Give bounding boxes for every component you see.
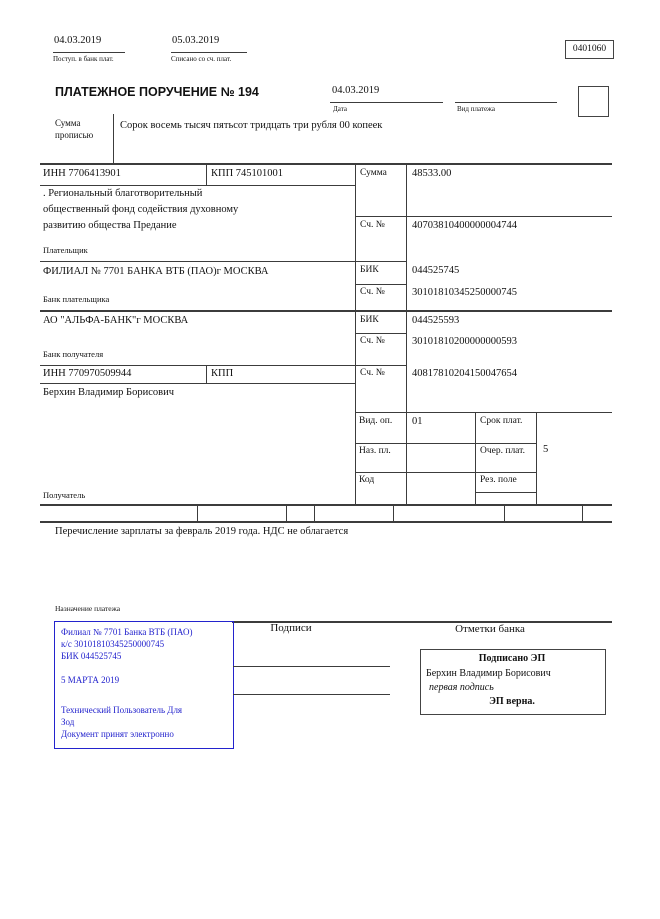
payer-name-line1: . Региональный благотворительный (43, 188, 203, 199)
payment-type-label: Вид платежа (457, 105, 496, 113)
divider-line (40, 365, 406, 366)
document-date: 04.03.2019 (332, 85, 380, 96)
divider-line (40, 185, 355, 186)
payer-bank-bik-label: БИК (360, 265, 379, 275)
divider-line (206, 365, 207, 383)
payee-bank-name: АО "АЛЬФА-БАНК"г МОСКВА (43, 315, 189, 326)
document-title: ПЛАТЕЖНОЕ ПОРУЧЕНИЕ № 194 (55, 85, 259, 99)
divider-line (40, 383, 355, 384)
table-top-line (40, 163, 612, 165)
amount-value: 48533.00 (412, 168, 452, 179)
payee-account-label: Сч. № (360, 368, 385, 378)
payee-inn: ИНН 770970509944 (43, 368, 132, 379)
divider-line (475, 492, 536, 493)
payee-bank-account-label: Сч. № (360, 336, 385, 346)
divider-line (475, 412, 476, 506)
reserve-field-label: Рез. поле (480, 475, 517, 485)
payee-bank-account: 30101810200000000593 (412, 336, 517, 347)
payee-bank-label: Банк получателя (43, 349, 104, 359)
payer-kpp: КПП 745101001 (211, 168, 284, 179)
purpose-kind-label: Наз. пл. (359, 446, 391, 456)
bank-stamp-line: Зод (61, 717, 75, 727)
signature-line (233, 694, 390, 695)
op-type-label: Вид. оп. (359, 416, 393, 426)
payment-purpose-text: Перечисление зарплаты за февраль 2019 года. НДС не облагается (55, 526, 349, 537)
amount-words-label-1: Сумма (55, 118, 81, 128)
payer-inn: ИНН 7706413901 (43, 168, 121, 179)
divider-line (406, 163, 407, 506)
esign-subtitle: первая подпись (429, 682, 494, 693)
bank-stamp-line: Технический Пользователь Для (61, 705, 183, 715)
divider-line (582, 505, 583, 521)
amount-label: Сумма (360, 168, 387, 178)
date-label: Дата (333, 105, 347, 113)
payer-bank-label: Банк плательщика (43, 294, 110, 304)
divider-line (40, 504, 612, 506)
divider-line (536, 412, 537, 506)
divider-line (393, 505, 394, 521)
divider-line (40, 261, 406, 262)
order-label: Очер. плат. (480, 446, 525, 456)
bank-marks-label: Отметки банка (455, 623, 525, 635)
payer-name-line3: развитию общества Предание (43, 220, 177, 231)
payer-label: Плательщик (43, 245, 88, 255)
debited-from-account-label: Списано со сч. плат. (171, 55, 232, 63)
amount-words-label-2: прописью (55, 130, 94, 140)
received-in-bank-label: Поступ. в банк плат. (53, 55, 114, 63)
payee-kpp-label: КПП (211, 368, 234, 379)
payer-bank-name: ФИЛИАЛ № 7701 БАНКА ВТБ (ПАО)г МОСКВА (43, 266, 269, 277)
divider-line (286, 505, 287, 521)
divider-line (171, 52, 247, 53)
op-type-value: 01 (412, 416, 423, 427)
divider-line (206, 165, 207, 185)
payer-name-line2: общественный фонд содействия духовному (43, 204, 239, 215)
divider-line (330, 102, 443, 103)
divider-line (355, 284, 406, 285)
payment-type-box (578, 86, 609, 117)
payee-account: 40817810204150047654 (412, 368, 517, 379)
divider-line (40, 521, 612, 523)
code-label: Код (359, 475, 375, 485)
divider-line (197, 505, 198, 521)
signature-line (233, 666, 390, 667)
payee-name: Берхин Владимир Борисович (43, 387, 174, 398)
esign-verified: ЭП верна. (489, 696, 535, 707)
payer-account-label: Сч. № (360, 220, 385, 230)
term-label: Срок плат. (480, 416, 523, 426)
divider-line (314, 505, 315, 521)
divider-line (455, 102, 557, 103)
divider-line (504, 505, 505, 521)
bank-stamp-line: к/с 30101810345250000745 (61, 639, 165, 649)
payee-bank-bik-label: БИК (360, 315, 379, 325)
bank-stamp-line: БИК 044525745 (61, 651, 122, 661)
divider-line (53, 52, 125, 53)
divider-line (355, 472, 536, 473)
bank-stamp-line: Документ принят электронно (61, 729, 174, 739)
form-code-box: 0401060 (565, 40, 614, 59)
payer-bank-bik: 044525745 (412, 265, 460, 276)
payer-account: 40703810400000004744 (412, 220, 517, 231)
esign-signer-name: Берхин Владимир Борисович (426, 668, 551, 679)
bank-stamp-date: 5 МАРТА 2019 (61, 675, 120, 685)
payment-purpose-label: Назначение платежа (55, 604, 121, 613)
divider-line (355, 443, 536, 444)
divider-line (355, 163, 356, 506)
divider-line (113, 114, 114, 164)
divider-line (355, 412, 612, 413)
received-in-bank-date: 04.03.2019 (54, 35, 102, 46)
divider-line (355, 216, 612, 217)
payee-label: Получатель (43, 490, 86, 500)
divider-line (40, 310, 612, 312)
amount-in-words: Сорок восемь тысяч пятьсот тридцать три рубля 00 копеек (120, 120, 383, 131)
bank-stamp-line: Филиал № 7701 Банка ВТБ (ПАО) (61, 627, 193, 637)
signatures-label: Подписи (270, 622, 312, 634)
debited-from-account-date: 05.03.2019 (172, 35, 220, 46)
payee-bank-bik: 044525593 (412, 315, 460, 326)
payer-bank-account: 30101810345250000745 (412, 287, 517, 298)
payer-bank-account-label: Сч. № (360, 287, 385, 297)
esign-title: Подписано ЭП (478, 653, 546, 664)
divider-line (355, 333, 406, 334)
order-value: 5 (543, 444, 549, 455)
